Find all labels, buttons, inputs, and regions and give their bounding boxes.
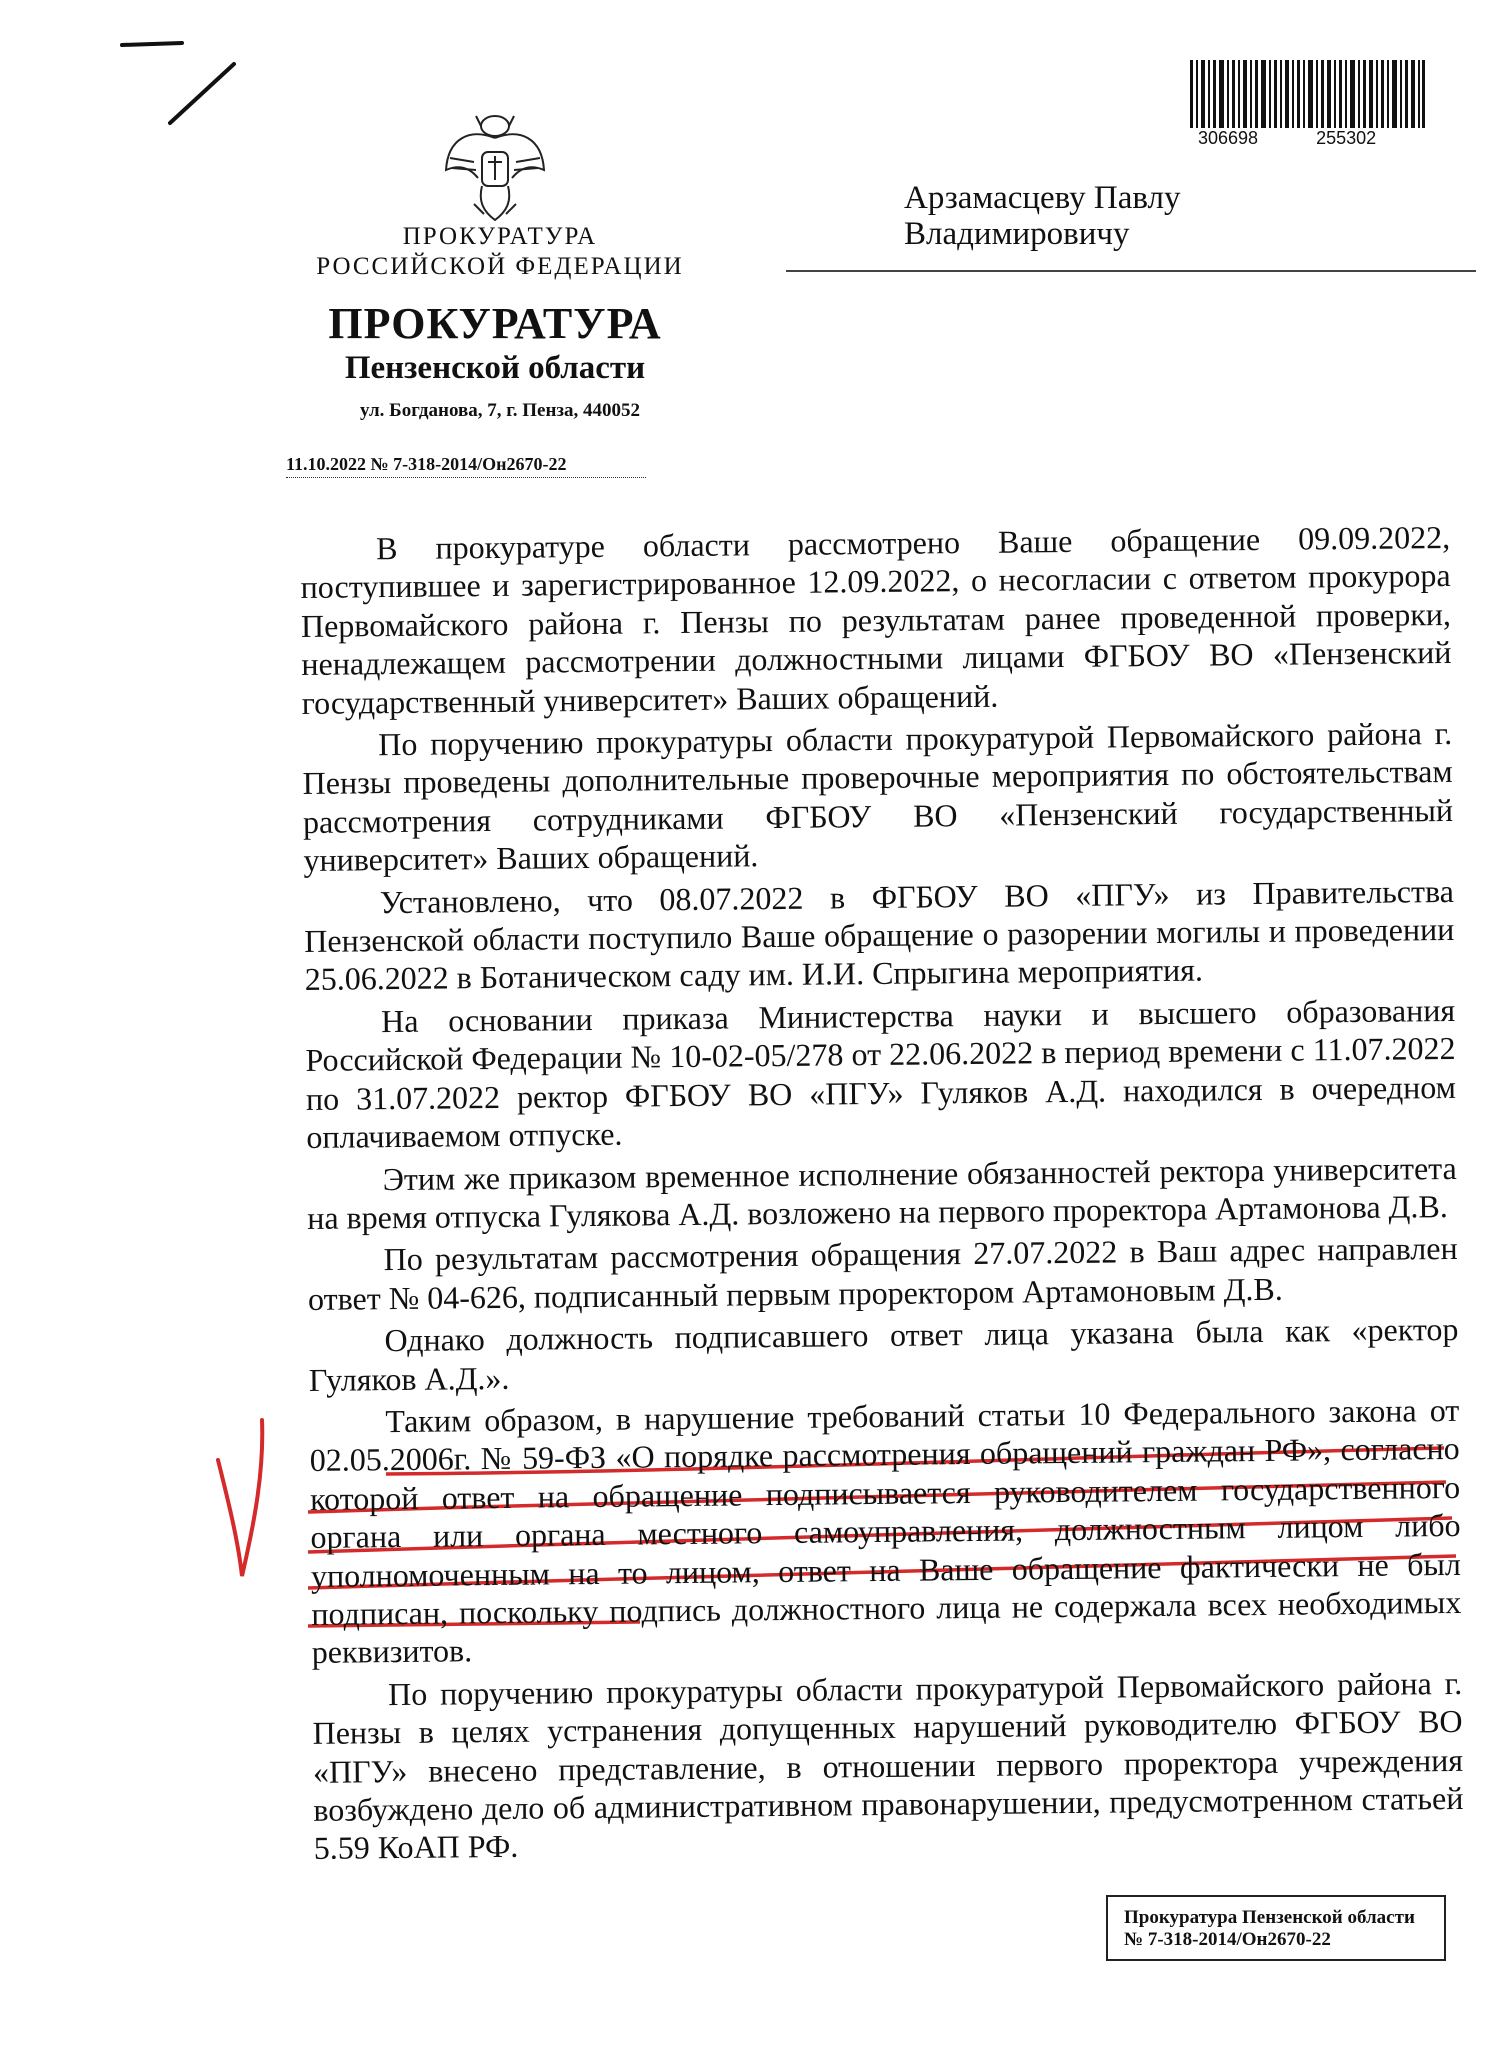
office-region: Пензенской области [344, 350, 646, 386]
dash-mark [122, 43, 182, 45]
stamp-line-1: Прокуратура Пензенской области [1124, 1907, 1415, 1928]
addressee-divider [786, 270, 1476, 272]
checkmark-icon [218, 1420, 262, 1576]
header-line-1: ПРОКУРАТУРА [402, 223, 598, 250]
paragraph: Таким образом, в нарушение требований статьи 10 Федерального закона от 02.05.2006г. № 59-ФЗ «О порядке рассмотрения обращений граждан РФ», согласно которой ответ на обращение подписывается руководителем государственного органа или органа местного самоуправления, должностным лицом либо уполномоченным на то лицом, ответ на Ваше обращение фактически не был подписан, поскольку подпись должностного лица не содержала всех необходимых реквизитов. [309, 1391, 1462, 1671]
barcode-right-number: 255302 [1316, 128, 1377, 148]
addressee-name: Арзамасцеву Павлу [904, 180, 1181, 216]
paragraph: Установлено, что 08.07.2022 в ФГБОУ ВО «ПГУ» из Правительства Пензенской области поступило Ваше обращение о разорении могилы и проведении 25.06.2022 в Ботаническом саду им. И.И. Спрыгина мероприятия. [304, 872, 1455, 998]
highlighted-paragraph: По поручению прокуратуры области прокуратурой Первомайского района г. Пензы в целях устранения допущенных нарушений руководителю ФГБОУ ВО «ПГУ» внесено представление, в отношении первого проректора учреждения возбуждено дело об административном правонарушении, предусмотренном статьей 5.59 КоАП РФ. [312, 1664, 1464, 1867]
paragraph: Этим же приказом временное исполнение обязанностей ректора университета на время отпуска Гулякова А.Д. возложено на первого проректора Артамонова Д.В. [307, 1149, 1457, 1236]
barcode-numbers [1198, 128, 1428, 149]
letter-body [300, 518, 1464, 1872]
letter-date: 11.10.2022 [286, 454, 367, 474]
paragraph: На основании приказа Министерства науки и высшего образования Российской Федерации № 10-02-05/278 от 22.06.2022 в период времени с 11.07.2022 по 31.07.2022 ректор ФГБОУ ВО «ПГУ» Гуляков А.Д. находился в очередном оплачиваемом отпуске. [305, 991, 1457, 1156]
sender-address: ул. Богданова, 7, г. Пенза, 440052 [359, 400, 641, 421]
state-emblem-icon [440, 108, 550, 228]
letter-reg-number: № 7-318-2014/Он2670-22 [370, 454, 567, 474]
paragraph: По поручению прокуратуры области прокуратурой Первомайского района г. Пензы проведены дополнительные проверочные мероприятия по обстоятельствам рассмотрения сотрудниками ФГБОУ ВО «Пензенский государственный университет» Ваших обращений. [302, 714, 1454, 879]
office-title: ПРОКУРАТУРА [328, 299, 662, 348]
paragraph: По результатам рассмотрения обращения 27.07.2022 в Ваш адрес направлен ответ № 04-626, подписанный первым проректором Артамоновым Д.В. [307, 1230, 1458, 1317]
registration-stamp [1106, 1895, 1446, 1961]
header-line-2: РОССИЙСКОЙ ФЕДЕРАЦИИ [316, 253, 684, 280]
addressee-patronymic: Владимировичу [904, 216, 1130, 252]
stamp-line-2: № 7-318-2014/Он2670-22 [1124, 1929, 1331, 1950]
paragraph: В прокуратуре области рассмотрено Ваше обращение 09.09.2022, поступившее и зарегистрированное 12.09.2022, о несогласии с ответом прокурора Первомайского района г. Пензы по результатам ранее проведенной проверки, ненадлежащем рассмотрении должностными лицами ФГБОУ ВО «Пензенский государственный университет» Ваших обращений. [300, 518, 1452, 721]
barcode-icon [1190, 60, 1425, 128]
paragraph: Однако должность подписавшего ответ лица указана была как «ректор Гуляков А.Д.». [308, 1311, 1459, 1398]
addressee-block [904, 180, 1180, 252]
slash-mark [170, 64, 234, 123]
registration-line [286, 454, 646, 478]
barcode-left-number: 306698 [1198, 128, 1259, 148]
